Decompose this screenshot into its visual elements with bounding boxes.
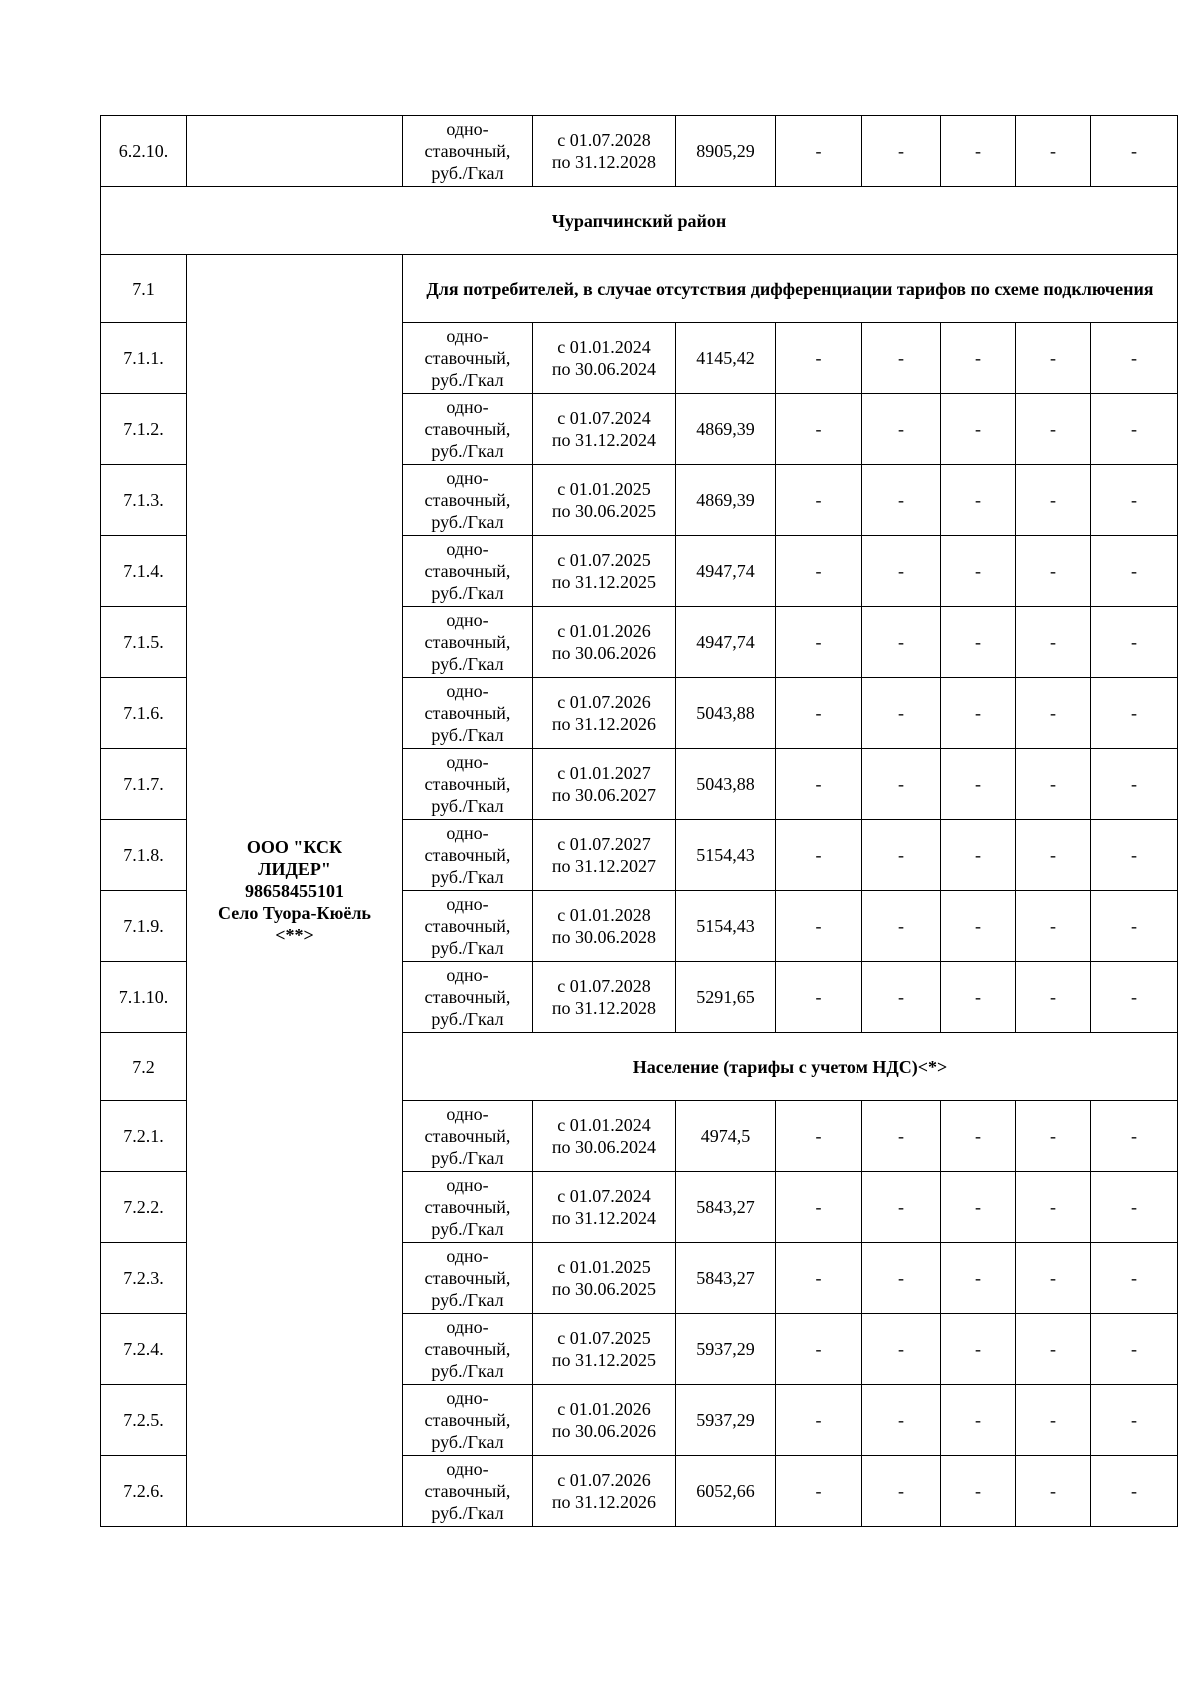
- dash-cell: -: [776, 1243, 862, 1314]
- period: с 01.07.2028 по 31.12.2028: [533, 962, 676, 1033]
- dash-cell: -: [941, 394, 1016, 465]
- rate-type: одно- ставочный, руб./Гкал: [403, 1314, 533, 1385]
- dash-cell: -: [776, 1385, 862, 1456]
- period: с 01.07.2026 по 31.12.2026: [533, 678, 676, 749]
- period: с 01.01.2026 по 30.06.2026: [533, 607, 676, 678]
- period: с 01.01.2024 по 30.06.2024: [533, 1101, 676, 1172]
- dash-cell: -: [1016, 394, 1091, 465]
- dash-cell: -: [862, 607, 941, 678]
- dash-cell: -: [1016, 1243, 1091, 1314]
- dash-cell: -: [1016, 1172, 1091, 1243]
- dash-cell: -: [862, 1243, 941, 1314]
- period: с 01.07.2027 по 31.12.2027: [533, 820, 676, 891]
- rate-type: одно- ставочный, руб./Гкал: [403, 116, 533, 187]
- period: с 01.01.2028 по 30.06.2028: [533, 891, 676, 962]
- dash-cell: -: [1091, 962, 1178, 1033]
- rate-type: одно- ставочный, руб./Гкал: [403, 678, 533, 749]
- tariff-value: 5043,88: [676, 749, 776, 820]
- tariff-value: 5937,29: [676, 1314, 776, 1385]
- dash-cell: -: [862, 536, 941, 607]
- dash-cell: -: [941, 536, 1016, 607]
- dash-cell: -: [1016, 1456, 1091, 1527]
- row-number: 7.1.3.: [101, 465, 187, 536]
- dash-cell: -: [862, 1385, 941, 1456]
- dash-cell: -: [776, 749, 862, 820]
- dash-cell: -: [941, 962, 1016, 1033]
- dash-cell: -: [941, 1385, 1016, 1456]
- tariff-value: 4947,74: [676, 536, 776, 607]
- district-title: Чурапчинский район: [101, 187, 1178, 255]
- dash-cell: -: [941, 1314, 1016, 1385]
- dash-cell: -: [941, 820, 1016, 891]
- dash-cell: -: [862, 1456, 941, 1527]
- row-number: 6.2.10.: [101, 116, 187, 187]
- dash-cell: -: [776, 891, 862, 962]
- rate-type: одно- ставочный, руб./Гкал: [403, 1243, 533, 1314]
- dash-cell: -: [1016, 749, 1091, 820]
- dash-cell: -: [1091, 1101, 1178, 1172]
- dash-cell: -: [776, 1172, 862, 1243]
- dash-cell: -: [1016, 891, 1091, 962]
- rate-type: одно- ставочный, руб./Гкал: [403, 1172, 533, 1243]
- row-number: 7.1.4.: [101, 536, 187, 607]
- dash-cell: -: [1091, 1243, 1178, 1314]
- rate-type: одно- ставочный, руб./Гкал: [403, 536, 533, 607]
- dash-cell: -: [862, 678, 941, 749]
- district-row: [101, 187, 1178, 255]
- period: с 01.07.2025 по 31.12.2025: [533, 536, 676, 607]
- dash-cell: -: [862, 394, 941, 465]
- rate-type: одно- ставочный, руб./Гкал: [403, 749, 533, 820]
- tariff-value: 4869,39: [676, 394, 776, 465]
- row-number: 7.1.2.: [101, 394, 187, 465]
- rate-type: одно- ставочный, руб./Гкал: [403, 323, 533, 394]
- row-number: 7.1.7.: [101, 749, 187, 820]
- dash-cell: -: [776, 323, 862, 394]
- tariff-value: 5937,29: [676, 1385, 776, 1456]
- rate-type: одно- ставочный, руб./Гкал: [403, 1456, 533, 1527]
- row-number: 7.2.3.: [101, 1243, 187, 1314]
- group-title: Для потребителей, в случае отсутствия дифференциации тарифов по схеме подключения: [403, 255, 1178, 323]
- organization-cell: [187, 255, 403, 1527]
- dash-cell: -: [1091, 678, 1178, 749]
- period: с 01.01.2025 по 30.06.2025: [533, 1243, 676, 1314]
- tariff-value: 4974,5: [676, 1101, 776, 1172]
- org-line: ЛИДЕР": [258, 858, 331, 879]
- dash-cell: -: [941, 891, 1016, 962]
- dash-cell: -: [862, 323, 941, 394]
- dash-cell: -: [1091, 749, 1178, 820]
- dash-cell: -: [941, 323, 1016, 394]
- period: с 01.07.2024 по 31.12.2024: [533, 1172, 676, 1243]
- tariff-value: 4145,42: [676, 323, 776, 394]
- dash-cell: -: [941, 749, 1016, 820]
- rate-type: одно- ставочный, руб./Гкал: [403, 1385, 533, 1456]
- dash-cell: -: [862, 116, 941, 187]
- dash-cell: -: [941, 607, 1016, 678]
- dash-cell: -: [1091, 323, 1178, 394]
- rate-type: одно- ставочный, руб./Гкал: [403, 962, 533, 1033]
- rate-type: одно- ставочный, руб./Гкал: [403, 465, 533, 536]
- dash-cell: -: [1016, 820, 1091, 891]
- dash-cell: -: [941, 1172, 1016, 1243]
- dash-cell: -: [1091, 116, 1178, 187]
- dash-cell: -: [776, 962, 862, 1033]
- dash-cell: -: [1016, 1385, 1091, 1456]
- dash-cell: -: [862, 1172, 941, 1243]
- dash-cell: -: [941, 465, 1016, 536]
- tariff-value: 4869,39: [676, 465, 776, 536]
- period: с 01.01.2024 по 30.06.2024: [533, 323, 676, 394]
- row-number: 7.2.2.: [101, 1172, 187, 1243]
- dash-cell: -: [776, 678, 862, 749]
- dash-cell: -: [776, 607, 862, 678]
- tariff-table: [100, 115, 1178, 1527]
- dash-cell: -: [941, 678, 1016, 749]
- row-number: 7.2.6.: [101, 1456, 187, 1527]
- row-number: 7.1.1.: [101, 323, 187, 394]
- dash-cell: -: [862, 1101, 941, 1172]
- dash-cell: -: [1091, 820, 1178, 891]
- dash-cell: -: [941, 1101, 1016, 1172]
- dash-cell: -: [862, 749, 941, 820]
- dash-cell: -: [1091, 1172, 1178, 1243]
- dash-cell: -: [1091, 394, 1178, 465]
- tariff-value: 5291,65: [676, 962, 776, 1033]
- dash-cell: -: [1091, 536, 1178, 607]
- row-number: 7.1.5.: [101, 607, 187, 678]
- dash-cell: -: [776, 116, 862, 187]
- group-title: Население (тарифы с учетом НДС)<*>: [403, 1033, 1178, 1101]
- row-number: 7.2.5.: [101, 1385, 187, 1456]
- dash-cell: -: [1091, 891, 1178, 962]
- rate-type: одно- ставочный, руб./Гкал: [403, 820, 533, 891]
- row-number: 7.1.9.: [101, 891, 187, 962]
- tariff-value: 8905,29: [676, 116, 776, 187]
- dash-cell: -: [776, 1101, 862, 1172]
- dash-cell: -: [1016, 962, 1091, 1033]
- period: с 01.07.2028 по 31.12.2028: [533, 116, 676, 187]
- group-number: 7.1: [101, 255, 187, 323]
- row-number: 7.1.10.: [101, 962, 187, 1033]
- period: с 01.01.2027 по 30.06.2027: [533, 749, 676, 820]
- dash-cell: -: [1091, 607, 1178, 678]
- dash-cell: -: [1016, 323, 1091, 394]
- tariff-value: 5843,27: [676, 1172, 776, 1243]
- dash-cell: -: [1091, 1385, 1178, 1456]
- period: с 01.07.2026 по 31.12.2026: [533, 1456, 676, 1527]
- org-line: Село Туора-Кюёль: [218, 902, 371, 923]
- dash-cell: -: [1016, 465, 1091, 536]
- organization-cell-empty: [187, 116, 403, 187]
- group-number: 7.2: [101, 1033, 187, 1101]
- table-row: [101, 116, 1178, 187]
- dash-cell: -: [776, 1456, 862, 1527]
- row-number: 7.1.8.: [101, 820, 187, 891]
- dash-cell: -: [776, 465, 862, 536]
- dash-cell: -: [862, 820, 941, 891]
- period: с 01.01.2026 по 30.06.2026: [533, 1385, 676, 1456]
- rate-type: одно- ставочный, руб./Гкал: [403, 394, 533, 465]
- dash-cell: -: [941, 1243, 1016, 1314]
- dash-cell: -: [941, 116, 1016, 187]
- row-number: 7.2.1.: [101, 1101, 187, 1172]
- row-number: 7.1.6.: [101, 678, 187, 749]
- dash-cell: -: [862, 465, 941, 536]
- dash-cell: -: [862, 1314, 941, 1385]
- org-line: 98658455101: [245, 880, 344, 901]
- tariff-value: 5154,43: [676, 891, 776, 962]
- period: с 01.07.2024 по 31.12.2024: [533, 394, 676, 465]
- rate-type: одно- ставочный, руб./Гкал: [403, 607, 533, 678]
- dash-cell: -: [1016, 116, 1091, 187]
- dash-cell: -: [776, 1314, 862, 1385]
- dash-cell: -: [862, 891, 941, 962]
- dash-cell: -: [776, 536, 862, 607]
- dash-cell: -: [1016, 536, 1091, 607]
- tariff-value: 6052,66: [676, 1456, 776, 1527]
- dash-cell: -: [1091, 1456, 1178, 1527]
- rate-type: одно- ставочный, руб./Гкал: [403, 1101, 533, 1172]
- dash-cell: -: [862, 962, 941, 1033]
- group-header-row: [101, 255, 1178, 323]
- dash-cell: -: [1016, 1314, 1091, 1385]
- dash-cell: -: [776, 820, 862, 891]
- tariff-value: 5043,88: [676, 678, 776, 749]
- tariff-value: 5154,43: [676, 820, 776, 891]
- org-line: <**>: [275, 924, 314, 945]
- period: с 01.01.2025 по 30.06.2025: [533, 465, 676, 536]
- dash-cell: -: [1016, 1101, 1091, 1172]
- tariff-value: 4947,74: [676, 607, 776, 678]
- rate-type: одно- ставочный, руб./Гкал: [403, 891, 533, 962]
- table-body: [101, 116, 1178, 1527]
- dash-cell: -: [1016, 678, 1091, 749]
- row-number: 7.2.4.: [101, 1314, 187, 1385]
- dash-cell: -: [776, 394, 862, 465]
- dash-cell: -: [1016, 607, 1091, 678]
- org-line: ООО "КСК: [246, 836, 343, 857]
- dash-cell: -: [1091, 465, 1178, 536]
- dash-cell: -: [941, 1456, 1016, 1527]
- dash-cell: -: [1091, 1314, 1178, 1385]
- tariff-value: 5843,27: [676, 1243, 776, 1314]
- period: с 01.07.2025 по 31.12.2025: [533, 1314, 676, 1385]
